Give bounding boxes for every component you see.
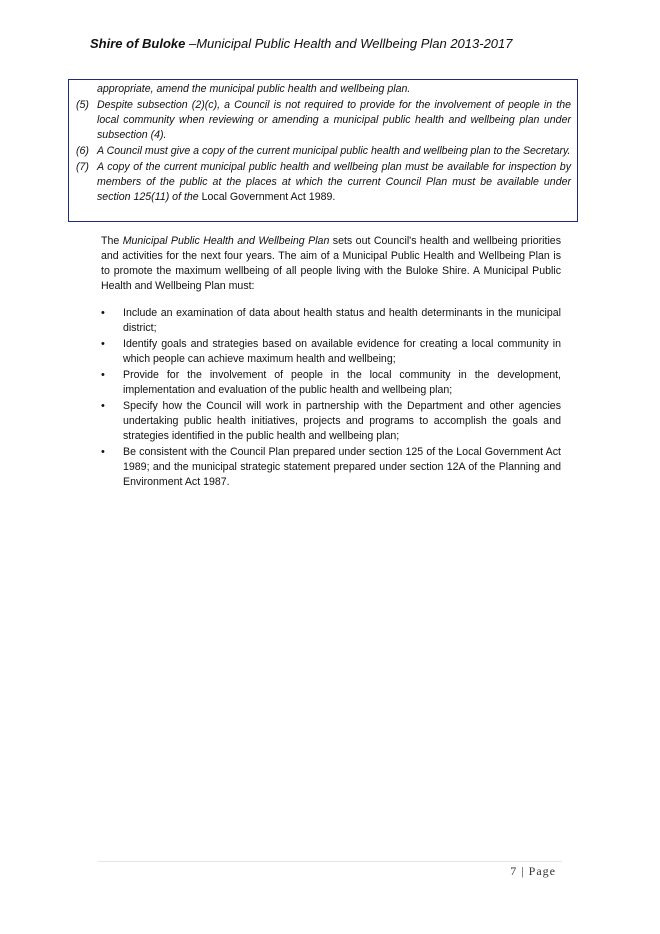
quote-item-number: (6) <box>76 145 89 157</box>
page-header <box>90 36 570 51</box>
footer-divider <box>98 861 562 862</box>
page-label: | Page <box>517 864 556 878</box>
quote-item-text <box>97 160 571 205</box>
list-item <box>101 399 561 444</box>
list-item <box>101 306 561 336</box>
header-shire-name: Shire of Buloke <box>90 36 186 51</box>
quote-item-5 <box>76 98 571 143</box>
list-item <box>101 368 561 398</box>
intro-rest: sets out Council's health and wellbeing priorities and activities for the next four years. The aim of a Municipal Public Health and Wellbeing Plan is to promote the maximum wellbeing of all people living with the Buloke Shire. A Municipal Public Health and Wellbeing Plan must: <box>101 235 561 292</box>
intro-plan-name: Municipal Public Health and Wellbeing Plan <box>122 235 330 247</box>
bullet-icon: • <box>101 338 105 350</box>
quote-item-number: (5) <box>76 99 89 111</box>
list-item-text: Be consistent with the Council Plan prepared under section 125 of the Local Government Act 1989; and the municipal strategic statement prepared under section 12A of the Planning and Environment Act 1987. <box>123 446 561 488</box>
list-item-text: Identify goals and strategies based on available evidence for creating a local community in which people can achieve maximum health and wellbeing; <box>123 338 561 365</box>
intro-prefix: The <box>101 235 123 247</box>
list-item-text: Include an examination of data about health status and health determinants in the municipal district; <box>123 307 561 334</box>
quote-item-text: A Council must give a copy of the current municipal public health and wellbeing plan to the Secretary. <box>97 145 571 157</box>
quote-item-7 <box>76 160 571 205</box>
bullet-icon: • <box>101 307 105 319</box>
quote-item-text-act-name: Local Government Act 1989. <box>201 191 336 203</box>
requirements-list <box>101 306 561 491</box>
bullet-icon: • <box>101 400 105 412</box>
list-item-text: Specify how the Council will work in partnership with the Department and other agencies undertaking public health initiatives, projects and programs to accomplish the goals and strategies identified in the public health and wellbeing plan; <box>123 400 561 442</box>
header-plan-title: –Municipal Public Health and Wellbeing Plan 2013-2017 <box>185 36 513 51</box>
bullet-icon: • <box>101 446 105 458</box>
quote-item-6 <box>76 144 571 159</box>
list-item-text: Provide for the involvement of people in the local community in the development, implementation and evaluation of the public health and wellbeing plan; <box>123 369 561 396</box>
legislation-quote-box <box>68 79 578 222</box>
quote-continuation: appropriate, amend the municipal public health and wellbeing plan. <box>97 83 411 95</box>
quote-item-text: Despite subsection (2)(c), a Council is not required to provide for the involvement of people in the local community when reviewing or amending a municipal public health and wellbeing plan under subsection (4). <box>97 99 571 141</box>
page-footer <box>510 864 556 879</box>
bullet-icon: • <box>101 369 105 381</box>
list-item <box>101 445 561 490</box>
intro-paragraph <box>101 234 561 294</box>
page-number: 7 <box>510 864 518 878</box>
quote-item-text-italic: A copy of the current municipal public health and wellbeing plan must be available for inspection by members of the public at the places at which the current Council Plan must be available under section 125(11) of the <box>97 161 571 203</box>
quote-item-number: (7) <box>76 161 89 173</box>
list-item <box>101 337 561 367</box>
